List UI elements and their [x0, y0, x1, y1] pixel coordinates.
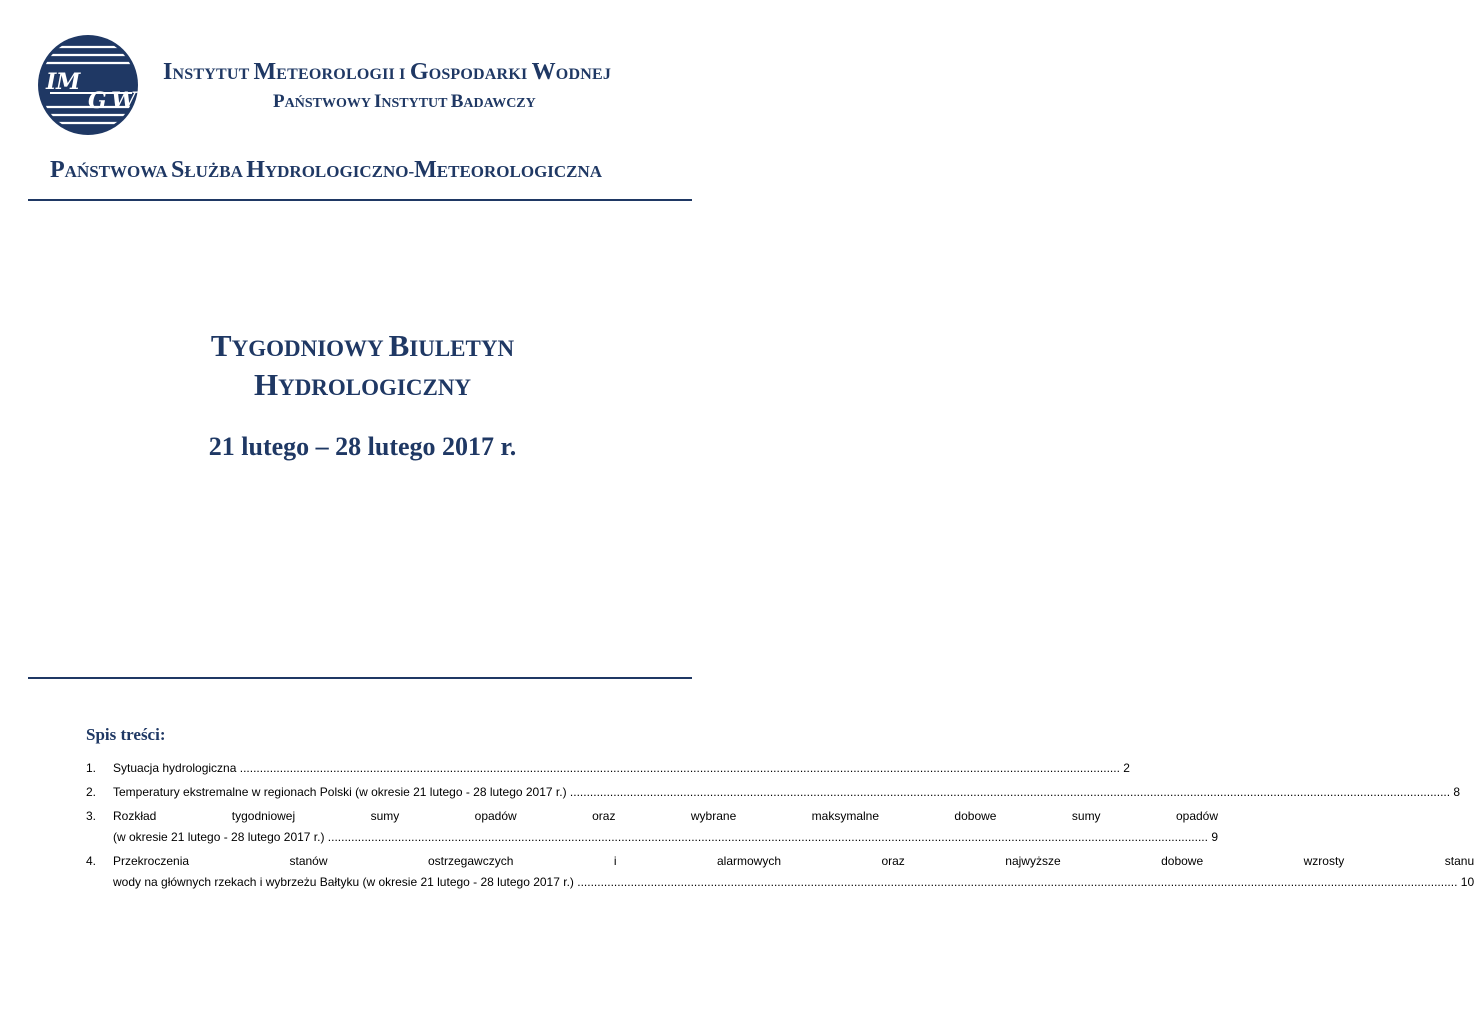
institute-name — [163, 60, 693, 84]
top-divider — [28, 199, 692, 201]
svg-text:G: G — [88, 88, 107, 114]
institute-name-word: WODNEJ — [531, 59, 612, 85]
institute-subtitle: PAŃSTWOWY INSTYTUT BADAWCZY — [273, 91, 536, 112]
toc-entry-title-cont: (w okresie 21 lutego - 28 lutego 2017 r.) ..... — [113, 827, 1208, 848]
toc-entry[interactable] — [86, 758, 1130, 779]
bulletin-title-line1: TYGODNIOWY BIULETYN — [210, 328, 515, 363]
institute-name-word: GOSPODARKI — [409, 59, 532, 85]
institute-name-word: INSTYTUT — [163, 59, 254, 85]
toc-entry-title: Rozkład tygodniowej sumy opadów oraz wybrane maksymalne dobowe sumy opadów — [113, 809, 1219, 823]
bottom-divider — [28, 677, 692, 679]
bulletin-date-range: 21 lutego – 28 lutego 2017 r. — [208, 432, 517, 461]
toc-entry[interactable] — [86, 851, 1474, 893]
svg-text:M: M — [56, 69, 81, 95]
toc-entry-title-cont: wody na głównych rzekach i wybrzeżu Bałtyku (w okresie 21 lutego - 28 lutego 2017 r.) ..... — [113, 872, 1457, 893]
toc-entry-page: 10 — [1460, 875, 1474, 889]
imgw-logo — [36, 33, 140, 137]
toc-entry-title: Przekroczenia stanów ostrzegawczych i alarmowych oraz najwyższe dobowe wzrosty stanu — [113, 854, 1474, 868]
toc-heading: Spis treści: — [86, 725, 166, 744]
toc-entry-title: Sytuacja hydrologiczna ..... — [113, 758, 1120, 779]
table-of-contents — [86, 758, 1474, 896]
bulletin-title-line2: HYDROLOGICZNY — [253, 367, 472, 402]
institute-name-word: METEOROLOGII I — [253, 59, 410, 85]
toc-entry[interactable] — [86, 782, 1461, 803]
svg-text:W: W — [111, 88, 136, 114]
toc-entry-number: 1. — [86, 761, 97, 775]
toc-entry-number: 3. — [86, 809, 97, 823]
service-name: PAŃSTWOWA SŁUŻBA HYDROLOGICZNO-METEOROLOGICZNA — [50, 157, 603, 183]
toc-entry-number: 4. — [86, 854, 97, 868]
svg-text:I: I — [46, 69, 57, 95]
toc-entry-page: 9 — [1211, 830, 1219, 844]
toc-entry-number: 2. — [86, 785, 97, 799]
toc-entry-title: Temperatury ekstremalne w regionach Polski (w okresie 21 lutego - 28 lutego 2017 r.) ..... — [113, 782, 1450, 803]
toc-entry-page: 8 — [1453, 785, 1461, 799]
toc-entry[interactable] — [86, 806, 1219, 848]
toc-entry-page: 2 — [1123, 761, 1130, 775]
